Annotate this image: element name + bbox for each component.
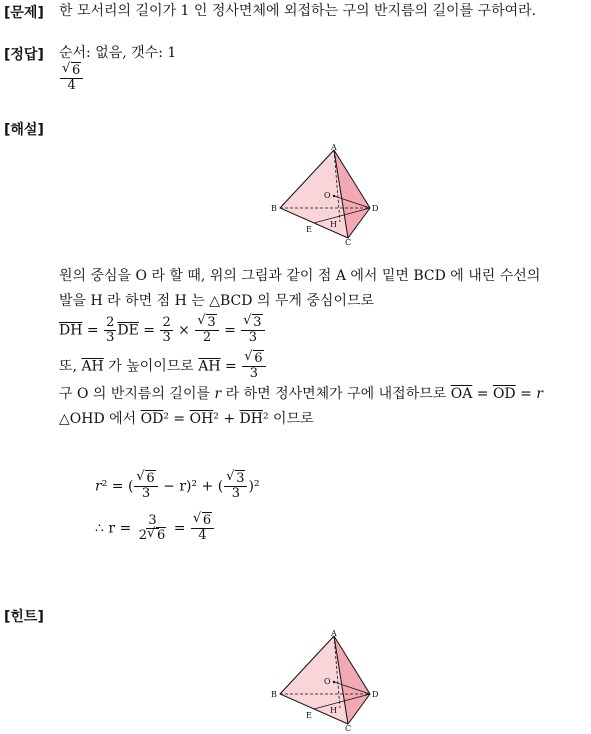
answer-label: [정답] <box>4 47 44 63</box>
answer-text: 순서: 없음, 갯수: 1 <box>59 45 177 61</box>
label-E: E <box>306 711 312 720</box>
problem-label: [문제] <box>4 5 44 21</box>
expl-line-4: 또, $\overline{AH}$ 가 높이이므로 $\overline{AH}$ = √ $\frac{6}{3}$ <box>59 352 267 381</box>
answer-den: 4 <box>67 78 76 93</box>
expl-line-3: $\overline{DH}$ = $\frac{2}{3}$ $\overline{DE}$ = $\frac{2}{3}$ × √ $\frac{3}{2}$ = √ $\frac{3}{3}$ <box>59 316 266 345</box>
label-B: B <box>271 204 277 213</box>
expl-line-1: 원의 중심을 O 라 할 때, 위의 그림과 같이 점 A 에서 밑면 BCD 에 내린 수선의 <box>59 268 541 284</box>
explanation-label: [해설] <box>4 122 44 138</box>
answer-num: 6 <box>72 63 81 78</box>
label-C: C <box>345 238 352 247</box>
label-H: H <box>330 220 337 229</box>
hint-label: [힌트] <box>4 609 44 625</box>
answer-frac <box>60 64 83 93</box>
problem-text: 한 모서리의 길이가 1 인 정사면체에 외접하는 구의 반지름의 길이를 구하여라. <box>59 3 537 19</box>
label-D: D <box>372 204 379 213</box>
label-B: B <box>271 690 277 699</box>
label-D: D <box>372 690 379 699</box>
expl-line-6: △OHD 에서 $\overline{OD}^2 = \overline{OH}^2 + \overline{DH}^2$ 이므로 <box>59 411 314 427</box>
expl-line-5: 구 O 의 반지름의 길이를 r 라 하면 정사면체가 구에 내접하므로 $\overline{OA} = \overline{OD} = r$ <box>59 386 543 402</box>
answer-fraction <box>59 64 84 93</box>
tetrahedron-figure-2 <box>262 626 392 734</box>
label-O: O <box>324 191 331 200</box>
label-E: E <box>306 225 312 234</box>
equation-1: r² = ( √ $\frac{6}{3}$ − r)² + ( √ $\frac{3}{3}$ )² <box>95 472 260 501</box>
label-A: A <box>331 143 337 152</box>
tetrahedron-figure-1 <box>262 140 392 250</box>
label-C: C <box>345 724 352 733</box>
label-H: H <box>330 706 337 715</box>
expl-line-2: 발을 H 라 하면 점 H 는 △BCD 의 무게 중심이므로 <box>59 293 375 309</box>
equation-2: ∴ r = $\frac{3}{2 √ 6}$ = √ $\frac{6}{4}$ <box>95 514 215 543</box>
label-O: O <box>324 677 331 686</box>
label-A: A <box>331 629 337 638</box>
